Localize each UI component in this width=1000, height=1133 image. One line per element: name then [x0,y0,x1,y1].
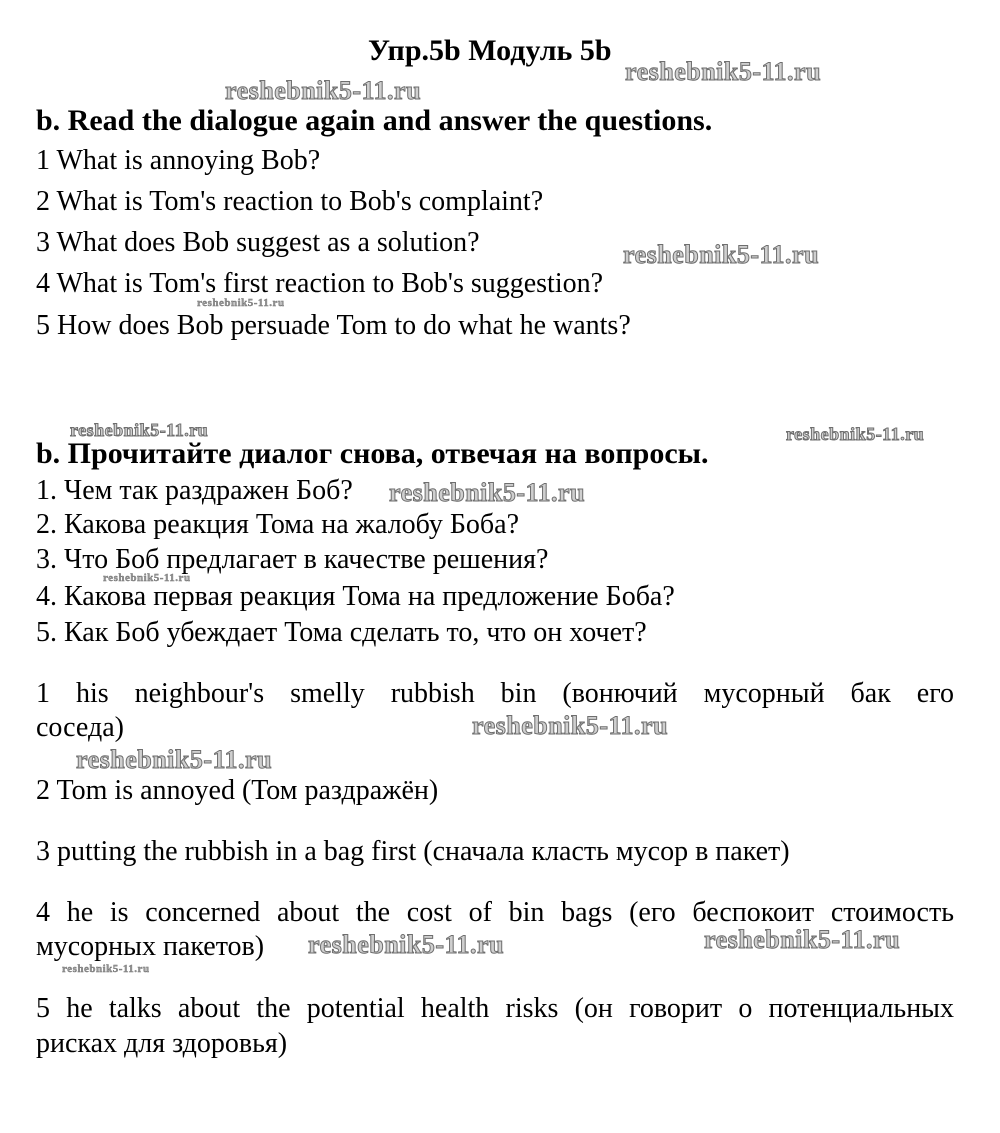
watermark: reshebnik5-11.ru [389,478,586,507]
answer-5-line-2: рисках для здоровья) [36,1028,288,1059]
russian-question-4: 4. Какова первая реакция Тома на предложение Боба? [36,581,675,612]
english-question-5: 5 How does Bob persuade Tom to do what he wants? [36,310,631,341]
english-question-2: 2 What is Tom's reaction to Bob's complaint? [36,186,544,217]
watermark: reshebnik5-11.ru [623,240,820,269]
english-heading: b. Read the dialogue again and answer the questions. [36,104,713,137]
answer-1-line-2: соседа) [36,712,124,743]
russian-heading: b. Прочитайте диалог снова, отвечая на вопросы. [36,437,709,470]
watermark: reshebnik5-11.ru [704,925,901,954]
answer-4-line-2: мусорных пакетов) [36,931,265,962]
answer-5-line-1: 5 he talks about the potential health risks (он говорит о потенциальных [36,993,954,1024]
watermark: reshebnik5-11.ru [103,572,191,584]
answer-4-line-1: 4 he is concerned about the cost of bin bags (его беспокоит стоимость [36,897,954,928]
watermark: reshebnik5-11.ru [76,745,273,774]
watermark: reshebnik5-11.ru [197,297,285,309]
page-title: Упр.5b Модуль 5b [368,34,612,67]
english-question-4: 4 What is Tom's first reaction to Bob's suggestion? [36,268,604,299]
watermark: reshebnik5-11.ru [308,930,505,959]
answer-2: 2 Tom is annoyed (Том раздражён) [36,775,439,806]
watermark: reshebnik5-11.ru [472,711,669,740]
russian-question-3: 3. Что Боб предлагает в качестве решения? [36,544,549,575]
watermark: reshebnik5-11.ru [62,963,150,975]
english-question-3: 3 What does Bob suggest as a solution? [36,227,480,258]
watermark: reshebnik5-11.ru [625,57,822,86]
answer-3: 3 putting the rubbish in a bag first (сначала класть мусор в пакет) [36,836,790,867]
russian-question-1: 1. Чем так раздражен Боб? [36,475,353,506]
russian-question-5: 5. Как Боб убеждает Тома сделать то, что он хочет? [36,617,647,648]
english-question-1: 1 What is annoying Bob? [36,145,321,176]
watermark: reshebnik5-11.ru [786,424,925,444]
watermark: reshebnik5-11.ru [225,76,422,105]
russian-question-2: 2. Какова реакция Тома на жалобу Боба? [36,509,520,540]
answer-1-line-1: 1 his neighbour's smelly rubbish bin (вонючий мусорный бак его [36,678,954,709]
watermark: reshebnik5-11.ru [70,420,209,440]
